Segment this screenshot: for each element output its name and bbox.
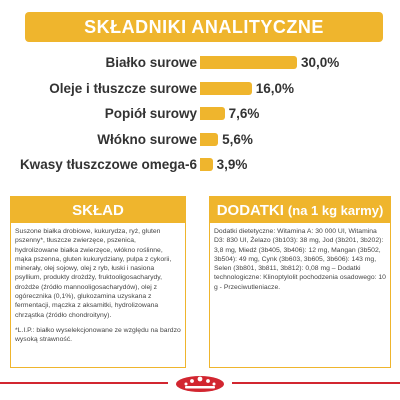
nutrient-value: 30,0% [301,55,340,70]
nutrient-label: Włókno surowe [97,131,197,147]
nutrient-label: Białko surowe [105,55,197,70]
nutrient-row [0,101,400,127]
nutrient-label: Popiół surowy [104,106,197,121]
additives-text: Dodatki dietetyczne: Witamina A: 30 000 UI, Witamina D3: 830 UI, Żelazo (3b103): 38 mg, Jod (3b201, 3b202): 3,8 mg, Miedź (3b405, 3b406): 12 mg, Mangan (3b502, 3b504): 49 mg, Cynk (3b603, 3b605, 3b606): 143 mg, Selen (3b801, 3b811, 3b812): 0,08 mg – Dodatki technologiczne: Klinoptylolit pochodzenia osadowego: 10 g - Przeciwutleniacze. [214,228,386,291]
analytical-constituents-header: SKŁADNIKI ANALITYCZNE [25,12,383,42]
nutrient-row [0,50,400,76]
nutrient-bar [200,56,297,69]
nutrient-bar-chart [0,50,400,180]
nutrient-bar [200,82,252,95]
nutrient-value: 5,6% [222,131,253,147]
royal-canin-crown-logo [168,372,232,394]
nutrient-bar [200,158,213,171]
nutrient-value: 7,6% [228,106,260,121]
nutrient-row [0,76,400,102]
nutrient-value: 3,9% [216,157,248,172]
nutrient-label: Oleje i tłuszcze surowe [49,80,197,96]
composition-header: SKŁAD [11,197,185,223]
additives-box [209,196,391,368]
additives-title: DODATKI [216,201,284,219]
additives-header [210,197,390,223]
composition-ingredients: Suszone białka drobiowe, kukurydza, ryż, gluten pszenny*, tłuszcze zwierzęce, pszenica, hydrolizowane białka zwierzęce, włókno roślinne, mąka pszenna, gluten kukurydziany, pulpa z cykorii, minerały, olej sojowy, olej z ryb, łuski i nasiona psyllium, produkty drożdży, fruktooligosacharydy, drożdże (źródło mannooligosacharydów), olej z ogórecznika (0,1%), glukozamina uzyskana z fermentacji, mączka z aksamitki, hydrolizowana chrząstka (źródło chondroityny). [15,228,172,319]
nutrient-bar [200,133,218,146]
additives-subtitle: (na 1 kg karmy) [287,202,384,218]
nutrient-row [0,152,400,178]
nutrient-value: 16,0% [255,80,294,96]
nutrient-row [0,127,400,153]
composition-box [10,196,186,368]
composition-footnote: *L.I.P.: białko wyselekcjonowane ze względu na bardzo wysoką strawność. [15,326,181,344]
nutrient-bar [200,107,225,120]
composition-text [11,223,185,345]
nutrient-label: Kwasy tłuszczowe omega-6 [19,157,197,172]
